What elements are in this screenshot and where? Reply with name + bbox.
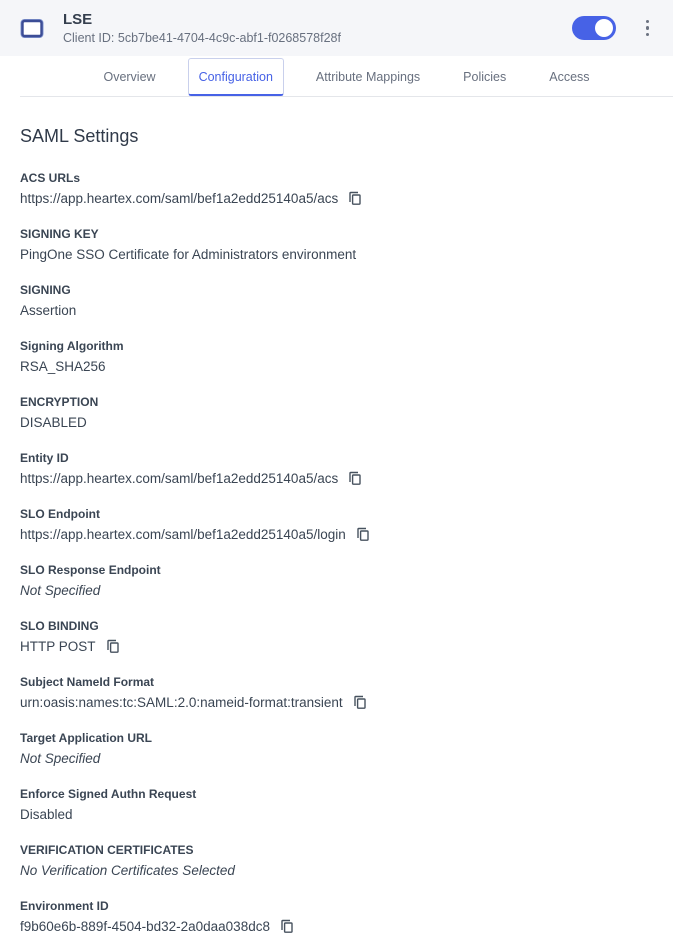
field-label: Signing Algorithm <box>20 339 124 353</box>
field-label: Target Application URL <box>20 731 152 745</box>
field-value: RSA_SHA256 <box>20 359 106 374</box>
field-row <box>20 899 653 935</box>
field-row <box>20 283 653 319</box>
field-label: ENCRYPTION <box>20 395 99 409</box>
field-row <box>20 451 653 487</box>
app-header <box>0 0 673 56</box>
page-title: LSE <box>63 10 93 28</box>
tab-attribute-mappings[interactable]: Attribute Mappings <box>315 69 421 84</box>
field-row <box>20 171 653 207</box>
field-row <box>20 227 653 263</box>
tabs <box>20 56 673 97</box>
field-value: https://app.heartex.com/saml/bef1a2edd25140a5/acs <box>20 191 339 206</box>
field-row <box>20 731 653 767</box>
tab-configuration[interactable]: Configuration <box>188 58 284 96</box>
field-row <box>20 563 653 599</box>
field-value: No Verification Certificates Selected <box>20 863 235 878</box>
field-label: Enforce Signed Authn Request <box>20 787 197 801</box>
enabled-toggle[interactable] <box>572 16 616 40</box>
toggle-knob <box>595 19 613 37</box>
field-row <box>20 619 653 655</box>
copy-icon[interactable] <box>353 695 367 710</box>
tab-access[interactable]: Access <box>549 69 590 84</box>
field-value: Not Specified <box>20 751 101 766</box>
tab-policies[interactable]: Policies <box>463 69 507 84</box>
field-value: Disabled <box>20 807 73 822</box>
field-row <box>20 507 653 543</box>
field-value: https://app.heartex.com/saml/bef1a2edd25140a5/acs <box>20 471 339 486</box>
copy-icon[interactable] <box>356 527 370 542</box>
field-label: SLO Response Endpoint <box>20 563 161 577</box>
field-label: SIGNING <box>20 283 71 297</box>
field-value: DISABLED <box>20 415 87 430</box>
client-id-label: Client ID: 5cb7be41-4704-4c9c-abf1-f0268578f28f <box>63 30 341 45</box>
field-row <box>20 843 653 879</box>
field-label: SLO BINDING <box>20 619 99 633</box>
field-value: urn:oasis:names:tc:SAML:2.0:nameid-format:transient <box>20 695 343 710</box>
field-value: Assertion <box>20 303 77 318</box>
kebab-menu-icon[interactable] <box>642 18 654 39</box>
section-title: SAML Settings <box>20 126 139 146</box>
field-value: https://app.heartex.com/saml/bef1a2edd25140a5/login <box>20 527 346 542</box>
tab-overview[interactable]: Overview <box>103 69 156 84</box>
field-row <box>20 395 653 431</box>
field-row <box>20 339 653 375</box>
application-window-icon <box>20 18 44 39</box>
configuration-panel <box>0 125 673 935</box>
copy-icon[interactable] <box>280 919 294 934</box>
field-label: VERIFICATION CERTIFICATES <box>20 843 194 857</box>
fields-list <box>20 171 653 935</box>
field-value: PingOne SSO Certificate for Administrators environment <box>20 247 357 262</box>
copy-icon[interactable] <box>348 471 362 486</box>
field-label: Subject NameId Format <box>20 675 155 689</box>
field-label: Environment ID <box>20 899 109 913</box>
field-label: SIGNING KEY <box>20 227 99 241</box>
field-row <box>20 675 653 711</box>
field-label: Entity ID <box>20 451 69 465</box>
field-value: f9b60e6b-889f-4504-bd32-2a0daa038dc8 <box>20 919 270 934</box>
field-label: ACS URLs <box>20 171 81 185</box>
field-label: SLO Endpoint <box>20 507 100 521</box>
field-row <box>20 787 653 823</box>
copy-icon[interactable] <box>106 639 120 654</box>
copy-icon[interactable] <box>348 191 362 206</box>
field-value: Not Specified <box>20 583 101 598</box>
field-value: HTTP POST <box>20 639 96 654</box>
